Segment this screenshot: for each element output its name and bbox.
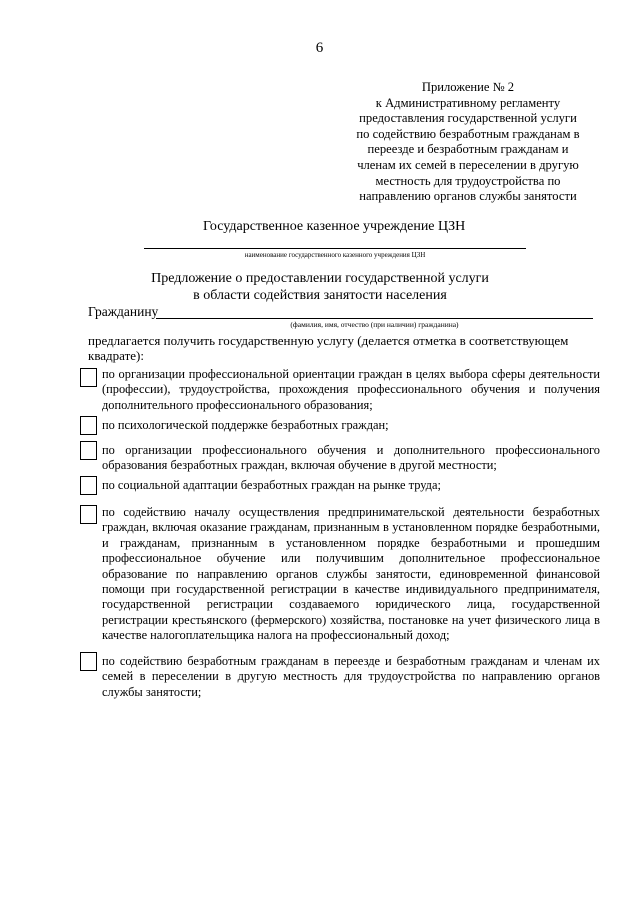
appendix-line: переезде и безработным гражданам и bbox=[367, 142, 569, 157]
option-text: по социальной адаптации безработных граждан на рынке труда; bbox=[102, 478, 441, 492]
organization-name: Государственное казенное учреждение ЦЗН bbox=[203, 219, 466, 234]
option-item bbox=[80, 654, 600, 700]
option-item bbox=[80, 418, 600, 433]
option-checkbox[interactable] bbox=[80, 652, 97, 671]
option-checkbox[interactable] bbox=[80, 368, 97, 387]
citizen-caption: (фамилия, имя, отчество (при наличии) гражданина) bbox=[290, 320, 459, 329]
option-text: по организации профессиональной ориентации граждан в целях выбора сферы деятельности (профессии), трудоустройства, прохождения профессионального обучения и получения дополнительного профессионального образования; bbox=[102, 367, 600, 412]
appendix-header bbox=[339, 80, 597, 205]
option-checkbox[interactable] bbox=[80, 505, 97, 524]
appendix-line: к Административному регламенту bbox=[375, 95, 561, 110]
option-text: по содействию началу осуществления предпринимательской деятельности безработных граждан, включая оказание гражданам, признанным в установленном порядке безработными, и гражданам, признанным в установленном порядке безработными и прошедшим профессиональное обучение или получившим дополнительное профессиональное образование по направлению органов службы занятости, единовременной финансовой помощи при государственной регистрации в качестве индивидуального предпринимателя, государственной регистрации создаваемого юридического лица, государственной регистрации крестьянского (фермерского) хозяйства, постановке на учет физического лица в качестве налогоплательщика налога на профессиональный доход; bbox=[102, 505, 600, 643]
organization-caption: наименование государственного казенного учреждения ЦЗН bbox=[244, 251, 426, 259]
page-number: 6 bbox=[315, 40, 324, 56]
appendix-line: направлению органов службы занятости bbox=[359, 189, 577, 204]
option-item bbox=[80, 505, 600, 644]
offer-title-line: Предложение о предоставлении государственной услуги bbox=[151, 271, 489, 286]
appendix-line: членам их семей в переселении в другую bbox=[357, 157, 579, 172]
offer-title-line: в области содействия занятости населения bbox=[193, 288, 447, 303]
option-checkbox[interactable] bbox=[80, 441, 97, 460]
option-checkbox[interactable] bbox=[80, 416, 97, 435]
organization-underline bbox=[144, 248, 526, 249]
option-text: по организации профессионального обучения и дополнительного профессионального образования безработных граждан, включая обучение в другой местности; bbox=[102, 443, 600, 473]
appendix-line: предоставления государственной услуги bbox=[359, 111, 577, 126]
citizen-label: Гражданину bbox=[88, 304, 159, 319]
option-item bbox=[80, 443, 600, 474]
option-text: по содействию безработным гражданам в переезде и безработным гражданам и членам их семей в переселении в другую местность для трудоустройства по направлению органов службы занятости; bbox=[102, 654, 600, 699]
citizen-name-field[interactable] bbox=[156, 318, 593, 319]
offer-intro: предлагается получить государственную услугу (делается отметка в соответствующем квадрате): bbox=[88, 333, 569, 363]
appendix-line: по содействию безработным гражданам в bbox=[356, 126, 580, 141]
option-item bbox=[80, 478, 600, 493]
appendix-line: местность для трудоустройства по bbox=[375, 173, 561, 188]
option-text: по психологической поддержке безработных граждан; bbox=[102, 418, 389, 432]
option-checkbox[interactable] bbox=[80, 476, 97, 495]
option-item bbox=[80, 367, 600, 413]
appendix-line: Приложение № 2 bbox=[421, 80, 515, 94]
offer-title bbox=[100, 270, 540, 304]
